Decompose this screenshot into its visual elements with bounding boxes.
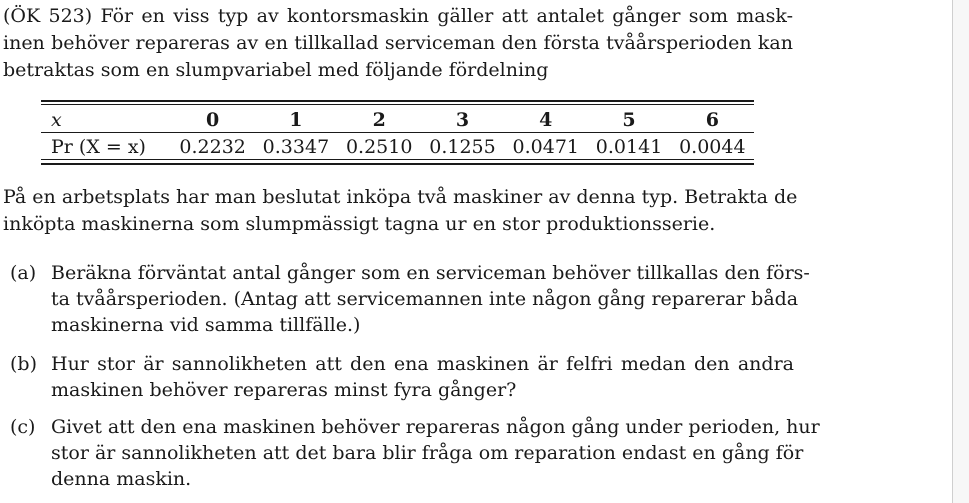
middle-line-2: inköpta maskinerna som slumpmässigt tagna ur en stor produktionsserie. [3, 213, 716, 235]
question-text-line: denna maskin. [51, 468, 192, 490]
question-text-line: Givet att den ena maskinen behöver repareras någon gång under perioden, hur [51, 416, 820, 438]
probability-value: 0.2510 [345, 135, 413, 158]
question-text-line: Beräkna förväntat antal gånger som en serviceman behöver tillkallas den förs- [51, 262, 810, 284]
probability-value: 0.0471 [512, 135, 579, 158]
intro-line-2: inen behöver repareras av en tillkallad serviceman den första tvåårsperioden kan [3, 32, 793, 54]
x-value: 5 [622, 108, 636, 131]
x-value: 6 [705, 108, 719, 131]
probability-value: 0.2232 [179, 135, 246, 158]
x-value: 3 [455, 108, 470, 131]
question-text-line: ta tvåårsperioden. (Antag att servicemannen inte någon gång reparerar båda [51, 288, 799, 310]
row-label-x: x [51, 108, 62, 131]
row-label-probability: Pr (X = x) [51, 135, 146, 158]
probability-value: 0.0044 [679, 135, 746, 158]
probability-value: 0.3347 [262, 135, 330, 158]
x-value: 4 [539, 108, 553, 131]
x-value: 2 [372, 108, 386, 131]
question-text-line: maskinerna vid samma tillfälle.) [51, 314, 361, 336]
question-marker: (c) [10, 416, 36, 438]
table-top-rule [41, 100, 754, 102]
question-marker: (b) [10, 353, 37, 375]
table-top-rule-inner [41, 104, 754, 105]
intro-line-1: (ÖK 523) För en viss typ av kontorsmaskin gäller att antalet gånger som mask- [3, 5, 793, 27]
question-marker: (a) [10, 262, 37, 284]
intro-line-3: betraktas som en slumpvariabel med följande fördelning [3, 59, 549, 81]
table-probability-row [41, 133, 754, 160]
probability-value: 0.1255 [429, 135, 496, 158]
question-text-line: stor är sannolikheten att det bara blir fråga om reparation endast en gång för [51, 442, 804, 464]
middle-line-1: På en arbetsplats har man beslutat inköpa två maskiner av denna typ. Betrakta de [3, 186, 798, 208]
viewer-gutter [953, 0, 969, 503]
x-value: 0 [206, 108, 220, 131]
probability-value: 0.0141 [595, 135, 663, 158]
question-text-line: Hur stor är sannolikheten att den ena maskinen är felfri medan den andra [51, 353, 794, 375]
table-header-row [41, 106, 754, 133]
table-mid-rule [41, 132, 754, 133]
question-text-line: maskinen behöver repareras minst fyra gånger? [51, 379, 517, 401]
distribution-table [41, 100, 754, 166]
table-bottom-rule [41, 163, 754, 165]
table-bottom-rule-inner [41, 159, 754, 160]
x-value: 1 [289, 108, 303, 131]
